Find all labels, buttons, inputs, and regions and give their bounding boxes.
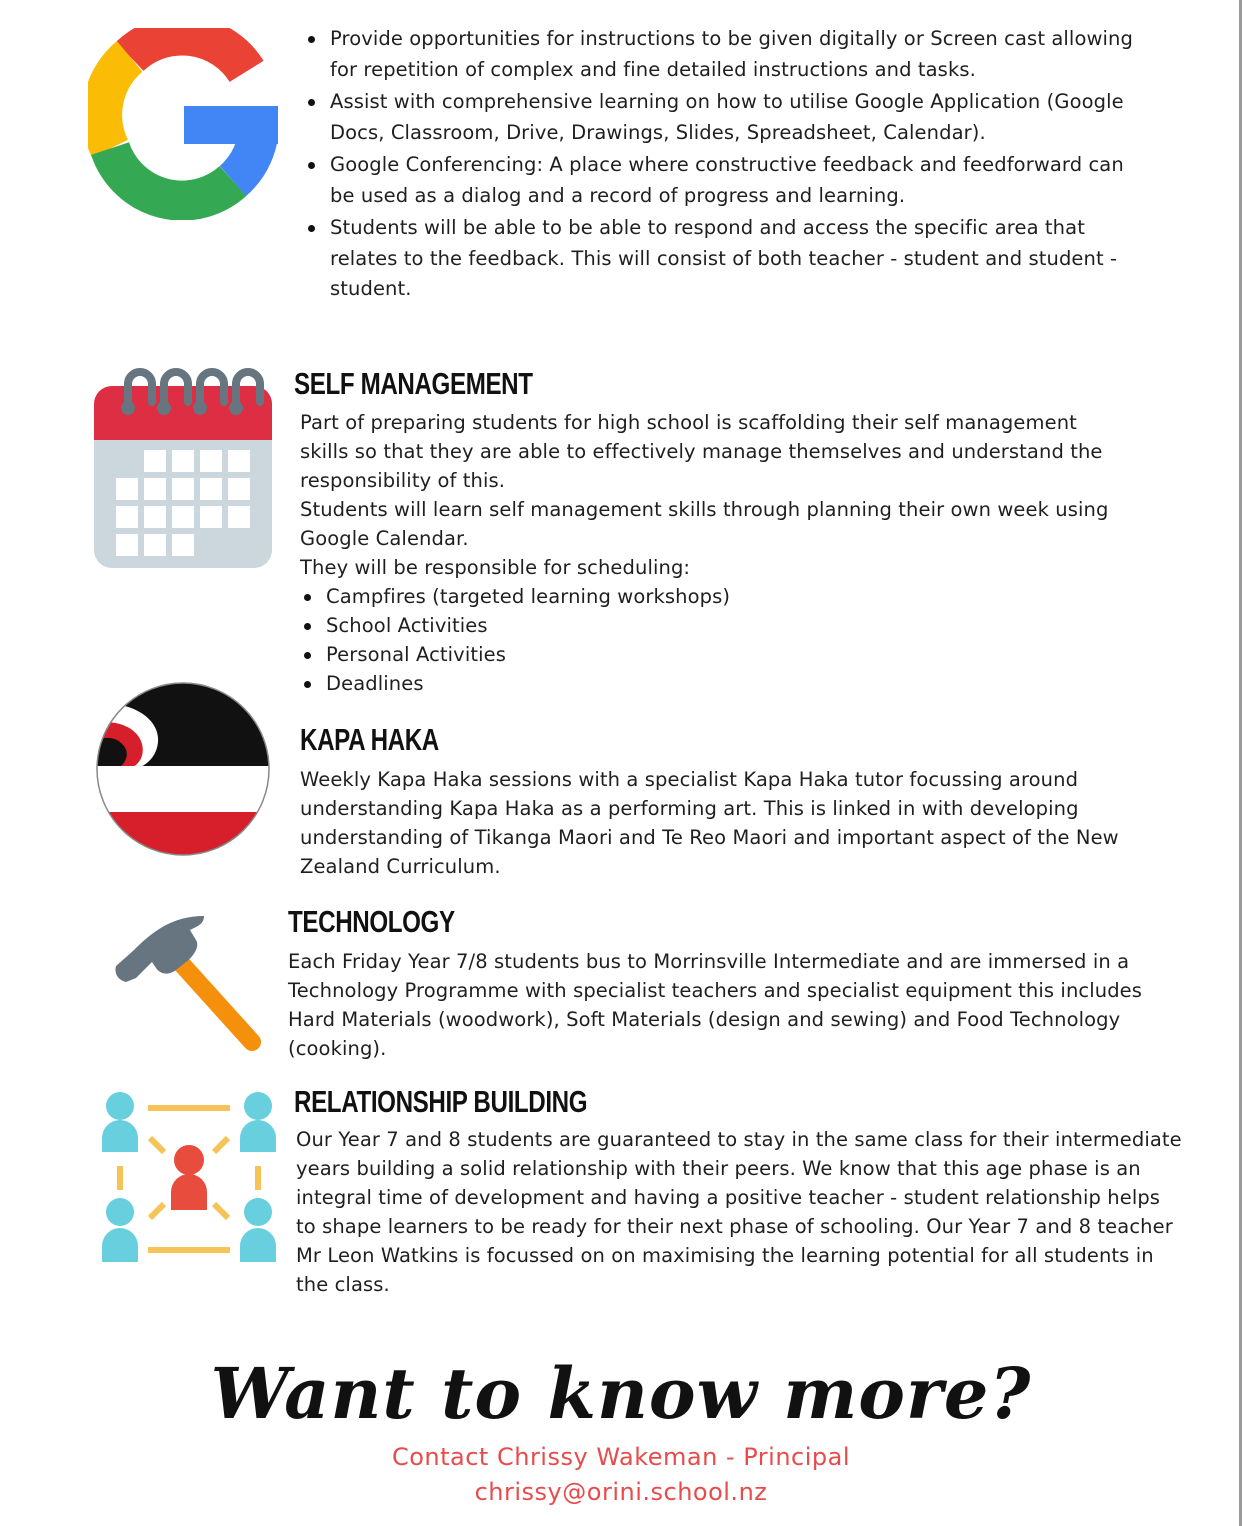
- list-item: Students will be able to be able to respond and access the specific area that relates to the feedback. This will consist of both teacher - student and student - student.: [304, 213, 1134, 305]
- technology-paragraph: Each Friday Year 7/8 students bus to Morrinsville Intermediate and are immersed in a Technology Programme with specialist teachers and specialist equipment this includes Hard Materials (woodwork), Soft Materials (design and sewing) and Food Technology (cooking).: [288, 950, 1143, 1060]
- list-item: Deadlines: [300, 669, 1140, 698]
- closing-headline: Want to know more?: [210, 1352, 1032, 1435]
- self-management-paragraph: Students will learn self management skills through planning their own week using Google Calendar.: [300, 498, 1109, 550]
- section-heading-technology: TECHNOLOGY: [288, 904, 455, 939]
- people-network-icon: [100, 1090, 278, 1268]
- contact-line: Contact Chrissy Wakeman - Principal: [391, 1443, 851, 1471]
- section-heading-self-management: SELF MANAGEMENT: [294, 366, 533, 401]
- google-g-icon: [88, 28, 278, 220]
- relationship-paragraph: Our Year 7 and 8 students are guaranteed to stay in the same class for their intermediate years building a solid relationship with their peers. We know that this age phase is an integral time of development and having a positive teacher - student relationship helps to shape learners to be ready for their next phase of schooling. Our Year 7 and 8 teacher Mr Leon Watkins is focussed on on maximising the learning potential for all students in the class.: [296, 1128, 1182, 1296]
- section-heading-kapa-haka: KAPA HAKA: [300, 722, 439, 757]
- google-bullet-list: [304, 24, 1134, 305]
- list-item: Personal Activities: [300, 640, 1140, 669]
- list-item: Provide opportunities for instructions to be given digitally or Screen cast allowing for repetition of complex and fine detailed instructions and tasks.: [304, 24, 1134, 85]
- calendar-icon: [92, 366, 274, 570]
- self-management-paragraph: Part of preparing students for high school is scaffolding their self management skills so that they are able to effectively manage themselves and understand the responsibility of this.: [300, 411, 1103, 492]
- section-heading-relationship-building: RELATIONSHIP BUILDING: [294, 1084, 588, 1119]
- tino-rangatiratanga-flag-icon: [94, 680, 272, 858]
- self-management-paragraph: They will be responsible for scheduling:: [300, 556, 691, 579]
- scheduling-list: [300, 582, 1140, 698]
- contact-email-link[interactable]: chrissy@orini.school.nz: [474, 1478, 768, 1506]
- list-item: Google Conferencing: A place where constructive feedback and feedforward can be used as a dialog and a record of progress and learning.: [304, 150, 1134, 211]
- kapa-haka-paragraph: Weekly Kapa Haka sessions with a specialist Kapa Haka tutor focussing around understanding Kapa Haka as a performing art. This is linked in with developing understanding of Tikanga Maori and Te Reo Maori and important aspect of the New Zealand Curriculum.: [300, 768, 1119, 878]
- list-item: Assist with comprehensive learning on how to utilise Google Application (Google Docs, Classroom, Drive, Drawings, Slides, Spreadsheet, Calendar).: [304, 87, 1134, 148]
- list-item: Campfires (targeted learning workshops): [300, 582, 1140, 611]
- list-item: School Activities: [300, 611, 1140, 640]
- hammer-icon: [112, 912, 268, 1056]
